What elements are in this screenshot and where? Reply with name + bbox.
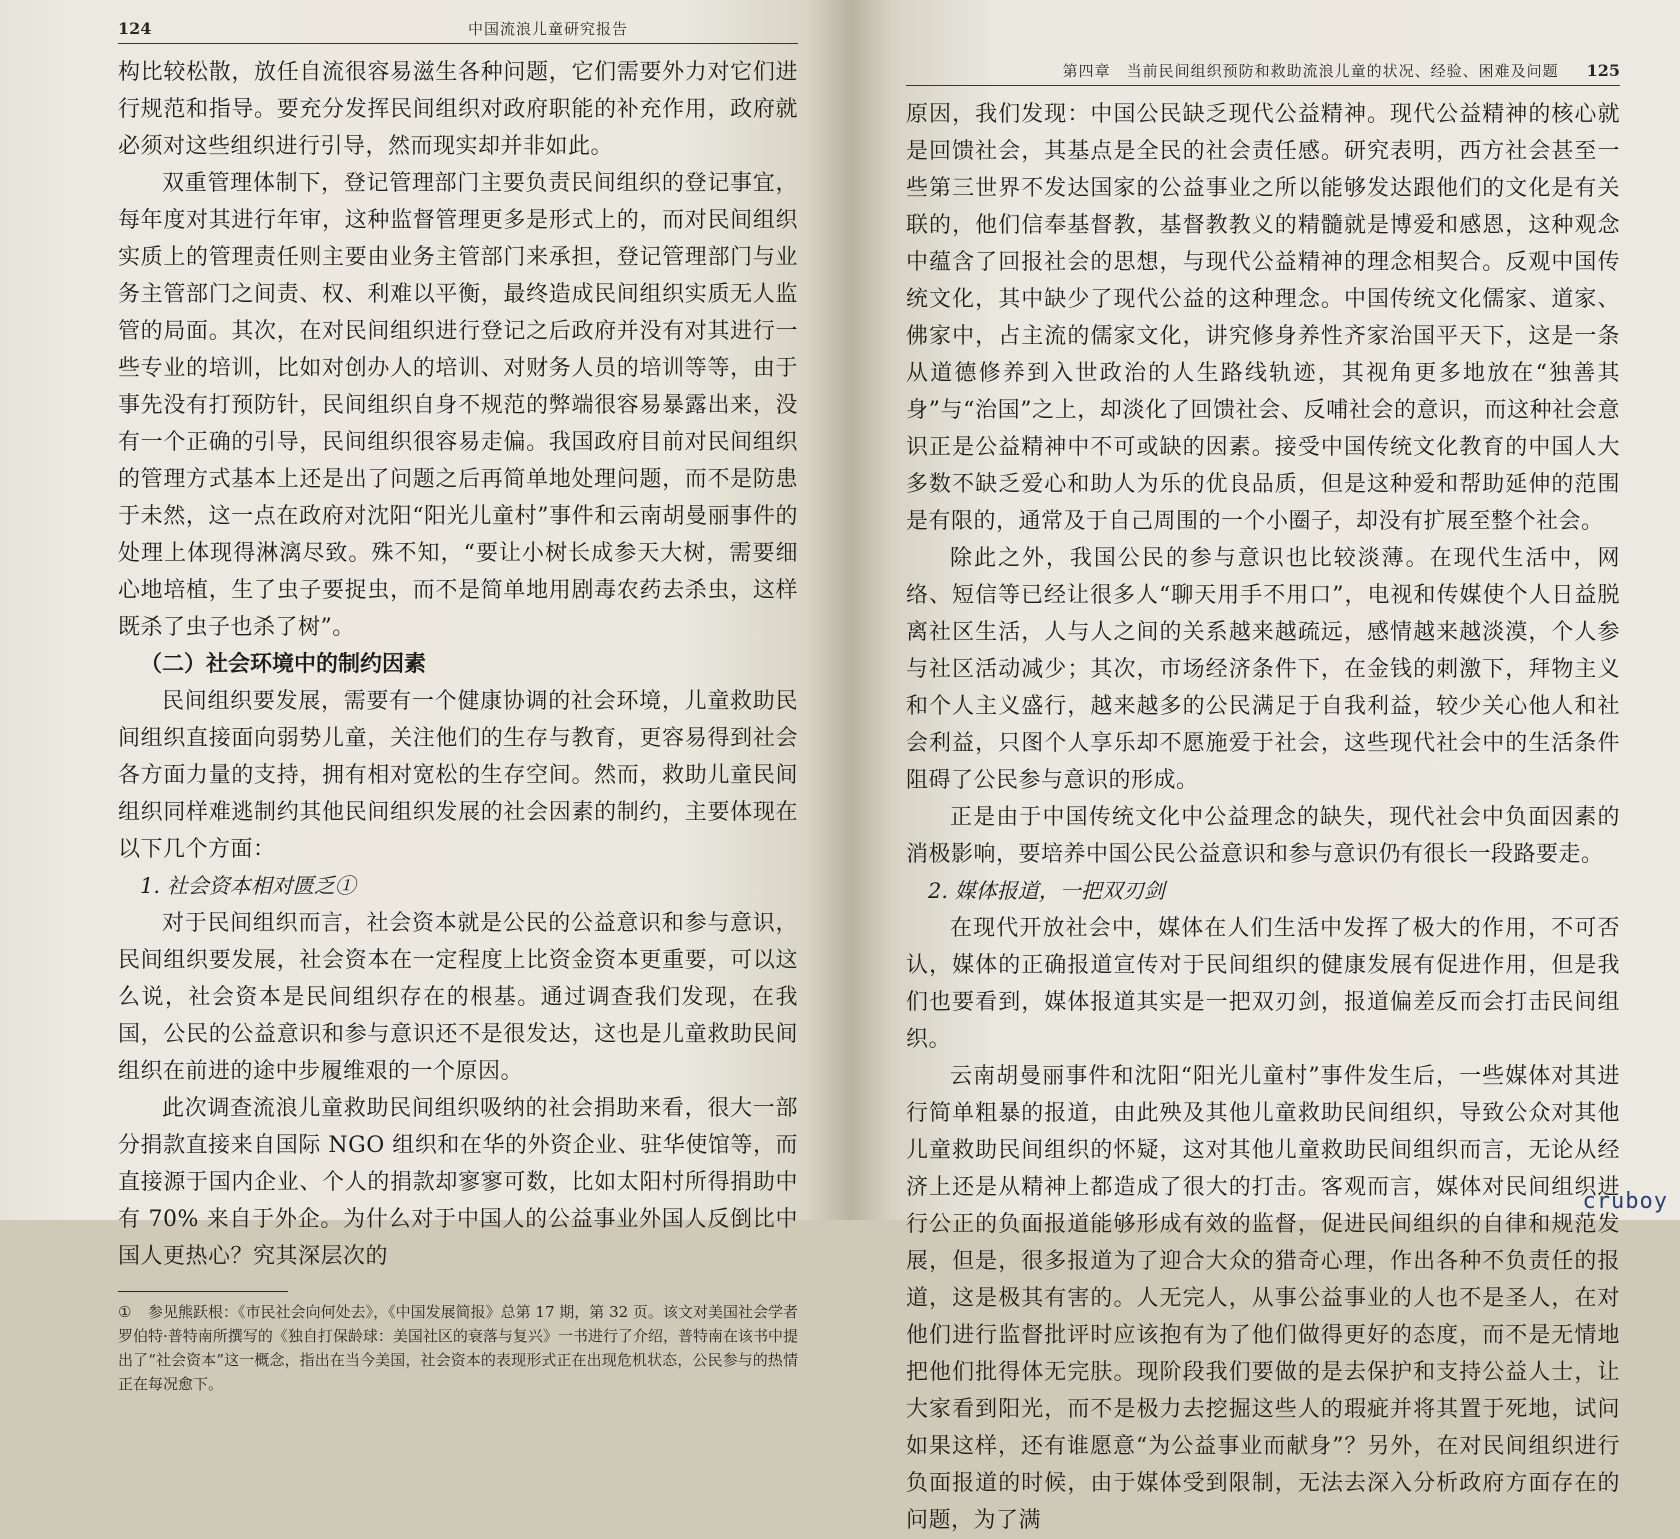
right-page-number: 125	[1586, 61, 1620, 80]
left-paragraph-continued: 构比较松散，放任自流很容易滋生各种问题，它们需要外力对它们进行规范和指导。要充分发挥民间组织对政府职能的补充作用，政府就必须对这些组织进行引导，然而现实却并非如此。	[118, 60, 798, 159]
left-paragraph-social-capital: 对于民间组织而言，社会资本就是公民的公益意识和参与意识，民间组织要发展，社会资本在一定程度上比资金资本更重要，可以这么说，社会资本是民间组织存在的根基。通过调查我们发现，在我国，公民的公益意识和参与意识还不是很发达，这也是儿童救助民间组织在前进的途中步履维艰的一个原因。	[118, 911, 798, 1084]
section-heading-social-environment: （二）社会环境中的制约因素	[140, 652, 427, 677]
right-paragraph-participation: 除此之外，我国公民的参与意识也比较淡薄。在现代生活中，网络、短信等已经让很多人“聊天用手不用口”，电视和传媒使个人日益脱离社区生活，人与人之间的关系越来越疏远，感情越来越淡漠，个人参与社区活动减少；其次，市场经济条件下，在金钱的刺激下，拜物主义和个人主义盛行，越来越多的公民满足于自我利益，较少关心他人和社会利益，只图个人享乐却不愿施爱于社会，这些现代社会中的生活条件阻碍了公民参与意识的形成。	[906, 546, 1620, 793]
left-paragraph-social-environment: 民间组织要发展，需要有一个健康协调的社会环境，儿童救助民间组织直接面向弱势儿童，关注他们的生存与教育，更容易得到社会各方面力量的支持，拥有相对宽松的生存空间。然而，救助儿童民间组织同样难逃制约其他民间组织发展的社会因素的制约，主要体现在以下几个方面：	[118, 689, 798, 862]
left-running-title: 中国流浪儿童研究报告	[467, 20, 628, 38]
right-paragraph-incidents: 云南胡曼丽事件和沈阳“阳光儿童村”事件发生后，一些媒体对其进行简单粗暴的报道，由此殃及其他儿童救助民间组织，导致公众对其他儿童救助民间组织的怀疑，这对其他儿童救助民间组织而言，无论从经济上还是从精神上都造成了很大的打击。客观而言，媒体对民间组织进行公正的负面报道能够形成有效的监督，促进民间组织的自律和规范发展，但是，很多报道为了迎合大众的猎奇心理，作出各种不负责任的报道，这是极其有害的。人无完人，从事公益事业的人也不是圣人，在对他们进行监督批评时应该抱有为了他们做得更好的态度，而不是无情地把他们批得体无完肤。现阶段我们要做的是去保护和支持公益人士，让大家看到阳光，而不是极力去挖掘这些人的瑕疵并将其置于死地，试问如果这样，还有谁愿意“为公益事业而献身”？另外，在对民间组织进行负面报道的时候，由于媒体受到限制，无法去深入分析政府方面存在的问题，为了满	[906, 1064, 1620, 1533]
left-paragraph-dual-management: 双重管理体制下，登记管理部门主要负责民间组织的登记事宜，每年度对其进行年审，这种监督管理更多是形式上的，而对民间组织实质上的管理责任则主要由业务主管部门来承担，登记管理部门与业务主管部门之间责、权、利难以平衡，最终造成民间组织实质无人监管的局面。其次，在对民间组织进行登记之后政府并没有对其进行一些专业的培训，比如对创办人的培训、对财务人员的培训等等，由于事先没有打预防针，民间组织自身不规范的弊端很容易暴露出来，没有一个正确的引导，民间组织很容易走偏。我国政府目前对民间组织的管理方式基本上还是出了问题之后再简单地处理问题，而不是防患于未然，这一点在政府对沈阳“阳光儿童村”事件和云南胡曼丽事件的处理上体现得淋漓尽致。殊不知，“要让小树长成参天大树，需要细心地培植，生了虫子要捉虫，而不是简单地用剧毒农药去杀虫，这样既杀了虫子也杀了树”。	[118, 171, 798, 640]
left-running-head	[118, 18, 798, 44]
footnote-text: 参见熊跃根：《市民社会向何处去》，《中国发展简报》总第 17 期，第 32 页。该文对美国社会学者罗伯特·普特南所撰写的《独自打保龄球：美国社区的衰落与复兴》一书进行了介绍，普特南在该书中提出了“社会资本”这一概念，指出在当今美国，社会资本的表现形式正在出现危机状态，公民参与的热情正在每况愈下。	[118, 1303, 798, 1393]
right-running-head	[906, 60, 1620, 86]
left-page	[0, 0, 850, 1393]
watermark-text: cruboy	[1582, 1189, 1668, 1214]
right-paragraph-continued: 原因，我们发现：中国公民缺乏现代公益精神。现代公益精神的核心就是回馈社会，其基点是全民的社会责任感。研究表明，西方社会甚至一些第三世界不发达国家的公益事业之所以能够发达跟他们的文化是有关联的，他们信奉基督教，基督教教义的精髓就是博爱和感恩，这种观念中蕴含了回报社会的思想，与现代公益精神的理念相契合。反观中国传统文化，其中缺少了现代公益的这种理念。中国传统文化儒家、道家、佛家中，占主流的儒家文化，讲究修身养性齐家治国平天下，这是一条从道德修养到入世政治的人生路线轨迹，其视角更多地放在“独善其身”与“治国”之上，却淡化了回馈社会、反哺社会的意识，而这种社会意识正是公益精神中不可或缺的因素。接受中国传统文化教育的中国人大多数不缺乏爱心和助人为乐的优良品质，但是这种爱和帮助延伸的范围是有限的，通常及于自己周围的一个小圈子，却没有扩展至整个社会。	[906, 102, 1620, 534]
left-paragraph-donations: 此次调查流浪儿童救助民间组织吸纳的社会捐助来看，很大一部分捐款直接来自国际 NGO 组织和在华的外资企业、驻华使馆等，而直接源于国内企业、个人的捐款却寥寥可数，比如太阳村所得捐助中有 70% 来自于外企。为什么对于中国人的公益事业外国人反倒比中国人更热心？究其深层次的	[118, 1096, 798, 1269]
right-paragraph-conclusion: 正是由于中国传统文化中公益理念的缺失，现代社会中负面因素的消极影响，要培养中国公民公益意识和参与意识仍有很长一段路要走。	[906, 805, 1620, 867]
right-page	[850, 0, 1680, 1533]
subheading-media: 2. 媒体报道，一把双刃剑	[928, 879, 1165, 903]
right-paragraph-media: 在现代开放社会中，媒体在人们生活中发挥了极大的作用，不可否认，媒体的正确报道宣传对于民间组织的健康发展有促进作用，但是我们也要看到，媒体报道其实是一把双刃剑，报道偏差反而会打击民间组织。	[906, 916, 1620, 1052]
footnote-rule	[118, 1291, 288, 1292]
right-running-title: 第四章 当前民间组织预防和救助流浪儿童的状况、经验、困难及问题	[1062, 62, 1559, 80]
footnote	[118, 1300, 798, 1396]
subheading-social-capital: 1. 社会资本相对匮乏①	[140, 874, 356, 898]
left-page-number: 124	[118, 19, 152, 38]
footnote-mark: ①	[118, 1303, 132, 1321]
